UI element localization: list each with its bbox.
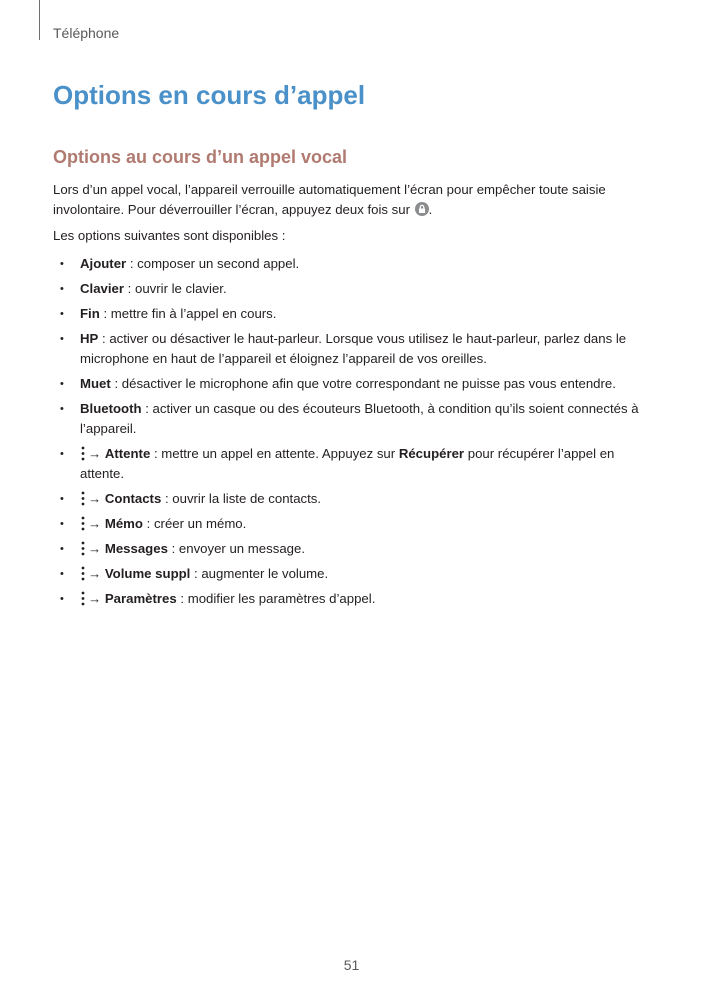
bullet: • xyxy=(60,403,64,415)
bullet: • xyxy=(60,448,64,460)
list-item xyxy=(53,304,653,324)
option-description: : envoyer un message. xyxy=(167,541,305,556)
list-item xyxy=(53,589,653,609)
list-item xyxy=(53,399,653,439)
option-term: Volume suppl xyxy=(104,566,191,581)
intro-paragraph xyxy=(53,180,653,220)
lock-icon xyxy=(415,202,429,216)
option-description: : activer ou désactiver le haut-parleur. Lorsque vous utilisez le haut-parleur, parlez dans le microphone en haut de l’appareil et éloignez l’appareil de vos oreilles. xyxy=(80,331,627,366)
content-body xyxy=(53,180,653,614)
intro-text: Lors d’un appel vocal, l’appareil verrouille automatiquement l’écran pour empêcher toute saisie involontaire. Pour déverrouiller l’écran, appuyez deux fois sur xyxy=(53,182,606,217)
option-term: Fin xyxy=(80,306,100,321)
bullet: • xyxy=(60,568,64,580)
option-description: : ouvrir la liste de contacts. xyxy=(161,491,322,506)
option-description: : modifier les paramètres d’appel. xyxy=(176,591,376,606)
option-term: Récupérer xyxy=(398,446,465,461)
options-list xyxy=(53,254,653,609)
bullet: • xyxy=(60,493,64,505)
option-description: : mettre un appel en attente. Appuyez sur xyxy=(150,446,399,461)
bullet: • xyxy=(60,283,64,295)
option-description: pour récupérer l’appel en attente. xyxy=(80,446,615,481)
list-item xyxy=(53,444,653,484)
page-number: 51 xyxy=(343,957,360,973)
arrow: → xyxy=(88,591,105,606)
bullet: • xyxy=(60,378,64,390)
list-item xyxy=(53,254,653,274)
bullet: • xyxy=(60,593,64,605)
option-description: : augmenter le volume. xyxy=(190,566,329,581)
option-term: Mémo xyxy=(104,516,143,531)
option-description: : composer un second appel. xyxy=(126,256,300,271)
option-description: : créer un mémo. xyxy=(142,516,247,531)
option-term: Messages xyxy=(104,541,168,556)
bullet: • xyxy=(60,258,64,270)
option-term: Bluetooth xyxy=(80,401,142,416)
list-item xyxy=(53,279,653,299)
option-description: : désactiver le microphone afin que votre correspondant ne puisse pas vous entendre. xyxy=(110,376,616,391)
list-item xyxy=(53,329,653,369)
option-description: : mettre fin à l’appel en cours. xyxy=(99,306,277,321)
option-term: Ajouter xyxy=(80,256,127,271)
page-title: Options en cours d’appel xyxy=(53,80,366,110)
more-options-icon xyxy=(80,566,86,581)
option-description: : activer un casque ou des écouteurs Bluetooth, à condition qu’ils soient connectés à l’appareil. xyxy=(80,401,639,436)
bullet: • xyxy=(60,333,64,345)
arrow: → xyxy=(88,566,105,581)
more-options-icon xyxy=(80,541,86,556)
more-options-icon xyxy=(80,491,86,506)
option-term: HP xyxy=(80,331,99,346)
list-item xyxy=(53,489,653,509)
option-term: Clavier xyxy=(80,281,124,296)
option-term: Contacts xyxy=(104,491,162,506)
section-heading: Options au cours d’un appel vocal xyxy=(53,147,348,167)
list-item xyxy=(53,539,653,559)
option-term: Muet xyxy=(80,376,111,391)
arrow: → xyxy=(88,541,105,556)
intro-text-end: . xyxy=(428,202,433,217)
intro-paragraph-2: Les options suivantes sont disponibles : xyxy=(53,228,286,243)
arrow: → xyxy=(88,516,105,531)
more-options-icon xyxy=(80,591,86,606)
option-description: : ouvrir le clavier. xyxy=(124,281,227,296)
arrow: → xyxy=(88,491,105,506)
bullet: • xyxy=(60,518,64,530)
bullet: • xyxy=(60,308,64,320)
more-options-icon xyxy=(80,446,86,461)
list-item xyxy=(53,374,653,394)
arrow: → xyxy=(88,446,105,461)
more-options-icon xyxy=(80,516,86,531)
running-header: Téléphone xyxy=(53,25,120,41)
list-item xyxy=(53,564,653,584)
bullet: • xyxy=(60,543,64,555)
option-term: Paramètres xyxy=(104,591,177,606)
corner-rule xyxy=(39,0,40,40)
list-item xyxy=(53,514,653,534)
option-term: Attente xyxy=(104,446,151,461)
